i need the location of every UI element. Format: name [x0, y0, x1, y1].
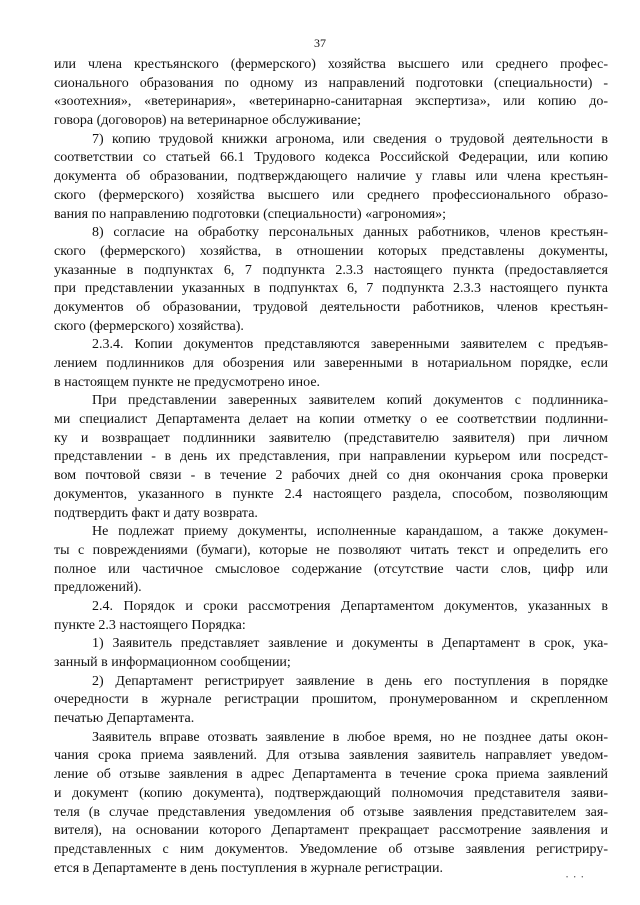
text-line: документов об образовании, трудовой деятельности работников, членов крестьян-	[54, 299, 608, 315]
text-line: Заявитель вправе отозвать заявление в любое время, но не позднее даты окон-	[92, 729, 608, 745]
text-line: ского (фермерского) хозяйства высшего или среднего профессионального образо-	[54, 187, 608, 203]
text-line: или члена крестьянского (фермерского) хозяйства высшего или среднего профес-	[54, 57, 608, 72]
text-line: ку и возвращает подлинники заявителю (представителю заявителя) при личном	[54, 430, 608, 446]
text-line: документа об образовании, подтверждающего наличие у главы или члена крестьян-	[54, 169, 608, 185]
text-line: вания по направлению подготовки (специальности) «агрономия»;	[54, 206, 447, 222]
text-line: ского (фермерского) хозяйства).	[54, 318, 244, 334]
text-line: 2.3.4. Копии документов представляются заверенными заявителем с предъяв-	[92, 337, 608, 353]
text-line: 1) Заявитель представляет заявление и документы в Департамент в срок, ука-	[92, 636, 608, 652]
text-line: полное или частичное смысловое содержание (отсутствие части слов, цифр или	[54, 561, 608, 577]
text-line: представленных с ним документов. Уведомление об отзыве заявления регистриру-	[54, 841, 608, 857]
text-line: сионального образования по одному из направлений подготовки (специальности) -	[54, 75, 608, 91]
scan-mark: • • •	[566, 875, 586, 881]
text-line: теля (в случае представления уведомления об отзыве заявления представителем зая-	[54, 804, 608, 820]
text-line: вителя), на основании которого Департамент прекращает рассмотрение заявления и	[54, 823, 608, 839]
text-line: 2) Департамент регистрирует заявление в день его поступления в порядке	[92, 673, 608, 689]
text-line: лением подлинников для обозрения или заверенными в нотариальном порядке, если	[54, 356, 608, 371]
text-line: вом почтовой связи - в течение 2 рабочих дней со дня окончания срока проверки	[54, 468, 608, 484]
text-line: говора (договоров) на ветеринарное обслуживание;	[54, 113, 361, 129]
text-line: ми специалист Департамента делает на копии отметку о ее соответствии подлинни-	[54, 412, 608, 428]
text-line: и документ (копию документа), подтверждающий полномочия представителя заяви-	[54, 785, 608, 801]
text-line: при представлении указанных в подпунктах 6, 7 подпункта 2.3.3 настоящего пункта	[54, 281, 608, 297]
text-line: ется в Департаменте в день поступления в журнале регистрации.	[54, 860, 444, 876]
text-line: занный в информационном сообщении;	[54, 655, 291, 670]
text-line: соответствии со статьей 66.1 Трудового кодекса Российской Федерации, или копию	[54, 150, 608, 166]
text-line: подтвердить факт и дату возврата.	[54, 505, 258, 521]
text-line: ского (фермерского) хозяйства, в отношении которых представлены документы,	[54, 243, 608, 259]
text-line: ление об отзыве заявления в адрес Департамента в течение срока приема заявлений	[54, 767, 608, 783]
document-body	[54, 56, 608, 878]
text-line: в настоящем пункте не предусмотрено иное.	[54, 374, 321, 390]
text-line: 7) копию трудовой книжки агронома, или сведения о трудовой деятельности в	[92, 131, 608, 147]
text-line: чания срока приема заявлений. Для отзыва заявления заявитель направляет уведом-	[54, 748, 608, 764]
text-line: При представлении заверенных заявителем копий документов с подлинника-	[92, 393, 608, 409]
text-line: «зоотехния», «ветеринария», «ветеринарно-санитарная экспертиза», или копию до-	[54, 94, 608, 110]
text-line: печатью Департамента.	[54, 711, 195, 727]
text-line: 8) согласие на обработку персональных данных работников, членов крестьян-	[92, 225, 608, 241]
text-line: очередности в журнале регистрации прошитом, пронумерованном и скрепленном	[54, 692, 608, 708]
text-line: Не подлежат приему документы, исполненные карандашом, а также докумен-	[92, 524, 608, 540]
text-line: предложений).	[54, 580, 142, 596]
text-line: указанные в подпунктах 6, 7 подпункта 2.3.3 настоящего пункта (предоставляется	[54, 262, 608, 278]
text-line: документов, указанного в пункте 2.4 настоящего раздела, способом, позволяющим	[54, 486, 608, 502]
text-line: ты с повреждениями (бумаги), которые не позволяют читать текст и определить его	[54, 542, 608, 558]
text-line: представлении - в день их представления, при направлении курьером или посредст-	[54, 449, 608, 465]
text-line: пункте 2.3 настоящего Порядка:	[54, 617, 246, 633]
page-number: 37	[314, 36, 326, 50]
text-line: 2.4. Порядок и сроки рассмотрения Департаментом документов, указанных в	[92, 598, 608, 614]
